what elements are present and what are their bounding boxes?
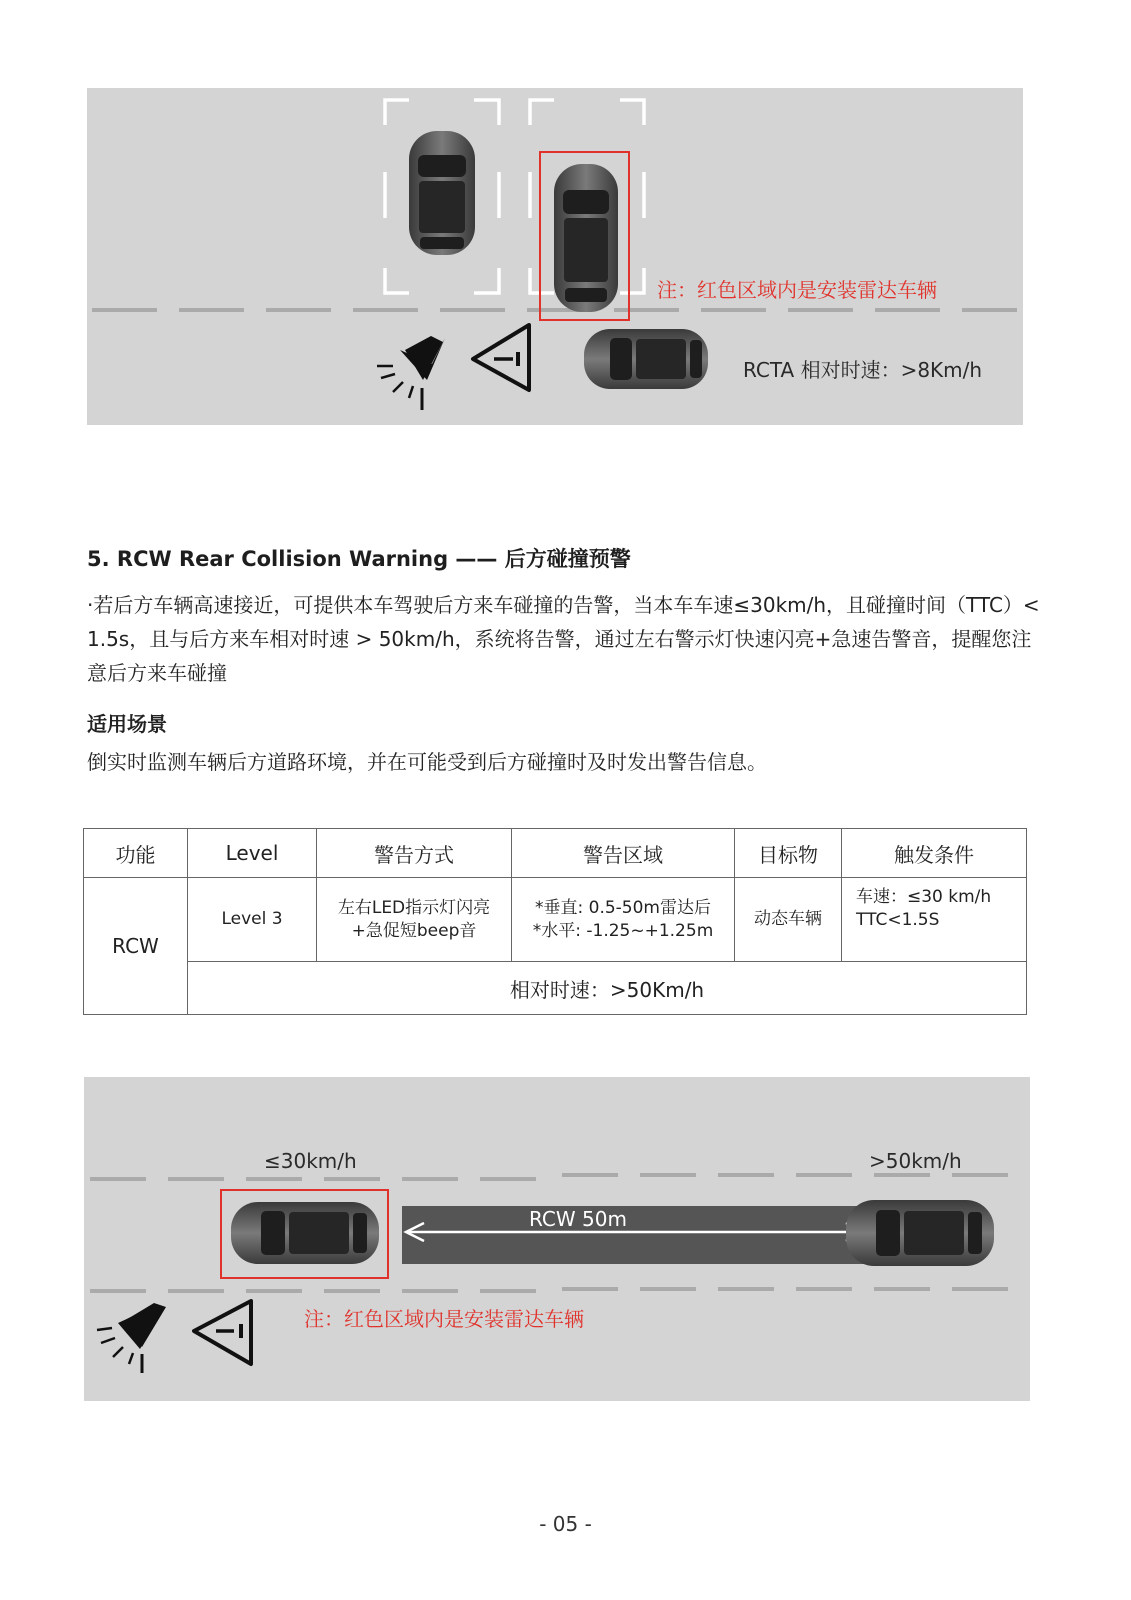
section-description: ·若后方车辆高速接近，可提供本车驾驶后方来车碰撞的告警，当本车车速≤30km/h，且碰撞时间（TTC）< 1.5s，且与后方来车相对时速 > 50km/h，系统将告警，通过左右警示灯快速闪亮+急速告警音，提醒您注意后方来车碰撞 xyxy=(87,593,1040,685)
table-header: 警告方式 xyxy=(317,829,512,878)
rcta-figure xyxy=(87,88,1023,425)
warning-triangle-icon xyxy=(473,325,529,390)
table-header-row xyxy=(84,829,1027,878)
warning-triangle-icon xyxy=(194,1301,251,1364)
rcta-speed-label: RCTA 相对时速：>8Km/h xyxy=(743,358,983,382)
ego-car xyxy=(231,1202,379,1264)
trigger-cell xyxy=(842,878,1027,962)
relative-speed-cell: 相对时速：>50Km/h xyxy=(188,962,1027,1015)
warning-method-text: 左右LED指示灯闪亮+急促短beep音 xyxy=(337,897,491,941)
radar-equipped-car xyxy=(554,164,618,312)
table-header: 目标物 xyxy=(735,829,842,878)
crossing-car xyxy=(584,329,708,389)
rcw-spec-table xyxy=(83,828,1027,1015)
scenario-text: 倒实时监测车辆后方道路环境，并在可能受到后方碰撞时及时发出警告信息。 xyxy=(87,750,767,774)
parked-car xyxy=(409,131,475,255)
table-header: 功能 xyxy=(84,829,188,878)
trigger-speed: 车速：≤30 km/h xyxy=(856,887,992,907)
trigger-ttc: TTC<1.5S xyxy=(856,910,940,930)
lane-line xyxy=(90,1175,1008,1179)
lane-line xyxy=(90,1289,1008,1291)
section-title: 5. RCW Rear Collision Warning —— 后方碰撞预警 xyxy=(87,547,631,571)
level-cell: Level 3 xyxy=(188,878,317,962)
radar-vehicle-note: 注：红色区域内是安装雷达车辆 xyxy=(304,1307,584,1331)
rcw-figure xyxy=(84,1077,1030,1401)
zone-horizontal: *水平: -1.25~+1.25m xyxy=(532,920,714,941)
warning-method-cell xyxy=(317,878,512,962)
target-cell: 动态车辆 xyxy=(735,878,842,962)
rcw-detection-zone xyxy=(402,1206,872,1264)
warning-zone-cell xyxy=(512,878,735,962)
page-number: - 05 - xyxy=(539,1512,592,1536)
table-header: Level xyxy=(188,829,317,878)
zone-vertical: *垂直: 0.5-50m雷达后 xyxy=(535,897,711,918)
table-row xyxy=(84,878,1027,962)
warning-light-icon xyxy=(377,336,445,410)
function-cell: RCW xyxy=(84,878,188,1015)
table-header: 触发条件 xyxy=(842,829,1027,878)
radar-vehicle-note: 注：红色区域内是安装雷达车辆 xyxy=(657,278,937,302)
table-header: 警告区域 xyxy=(512,829,735,878)
rcw-illustration xyxy=(84,1077,1030,1401)
rcw-zone-label: RCW 50m xyxy=(529,1207,627,1231)
warning-light-icon xyxy=(97,1303,166,1373)
scenario-heading: 适用场景 xyxy=(87,712,167,736)
ego-speed-label: ≤30km/h xyxy=(264,1149,357,1173)
approaching-car xyxy=(846,1200,994,1266)
rear-speed-label: >50km/h xyxy=(869,1149,962,1173)
table-row xyxy=(84,962,1027,1015)
